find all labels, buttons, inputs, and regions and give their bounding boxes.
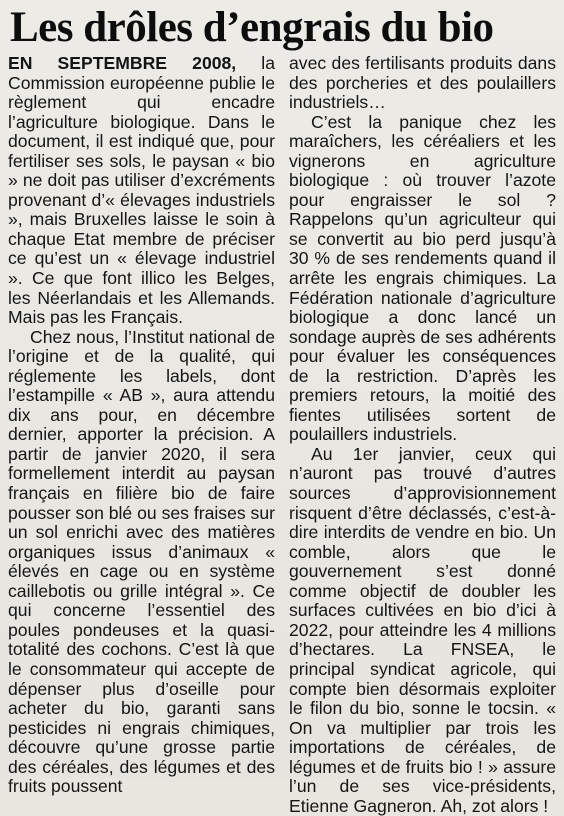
paragraph-janvier: Au 1er janvier, ceux qui n’auront pas trouvé d’autres sources d’approvisionnement risquent d’être déclassés, c’est-à-dire interdits de vendre en bio. Un comble, alors que le gouvernement s’est donné comme objectif de doubler les surfaces cultivées en bio d’ici à 2022, pour atteindre les 4 millions d’hectares. La FNSEA, le principal syndicat agricole, qui compte bien désormais exploiter le filon du bio, sonne le tocsin. « On va multiplier par trois les importations de céréales, de légumes et de fruits bio ! » assure l’un de ses vice-présidents, Etienne Gagneron. Ah, zot alors ! bbox=[289, 443, 556, 816]
article-title: Les drôles d’engrais du bio bbox=[10, 4, 494, 51]
paragraph-intro bbox=[8, 54, 275, 328]
column-left bbox=[8, 54, 275, 816]
paragraph-continuation: avec des fertilisants produits dans des porcheries et des poulaillers industriels… bbox=[289, 53, 556, 113]
paragraph-intro-text: la Commission européenne publie le règlement qui encadre l’agriculture biologique. Dans le document, il est indiqué que, pour fertiliser ses sols, le paysan « bio » ne doit pas utiliser d’excréments provenant d’« élevages industriels », mais Bruxelles laisse le soin à chaque Etat membre de préciser ce qu’est un « élevage industriel ». Ce que font illico les Belges, les Néerlandais et les Allemands. Mais pas les Français. bbox=[8, 53, 275, 328]
lead-in: EN SEPTEMBRE 2008, bbox=[8, 53, 237, 73]
article-body bbox=[8, 54, 556, 816]
column-right bbox=[289, 54, 556, 816]
paragraph-inao: Chez nous, l’Institut national de l’origine et de la qualité, qui réglemente les labels, dont l’estampille « AB », aura attendu dix ans pour, en décembre dernier, apporter la précision. A partir de janvier 2020, il sera formellement interdit au paysan français en filière bio de faire pousser son blé ou ses fraises sur un sol enrichi avec des matières organiques issus d’animaux « élevés en cage ou en système caillebotis ou grille intégral ». Ce qui concerne l’essentiel des poules pondeuses et la quasi-totalité des cochons. C’est là que le consommateur qui accepte de dépenser plus d’oseille pour acheter du bio, garanti sans pesticides ni engrais chimiques, découvre qu’une grosse partie des céréales, des légumes et des fruits poussent bbox=[8, 326, 275, 797]
paragraph-panique: C’est la panique chez les maraîchers, les céréaliers et les vignerons en agriculture biologique : où trouver l’azote pour engraisser le sol ? Rappelons qu’un agriculteur qui se convertit au bio perd jusqu’à 30 % de ses rendements quand il arrête les engrais chimiques. La Fédération nationale d’agriculture biologique a donc lancé un sondage auprès de ses adhérents pour évaluer les conséquences de la restriction. D’après les premiers retours, la moitié des fientes utilisées sortent de poulaillers industriels. bbox=[289, 111, 556, 445]
